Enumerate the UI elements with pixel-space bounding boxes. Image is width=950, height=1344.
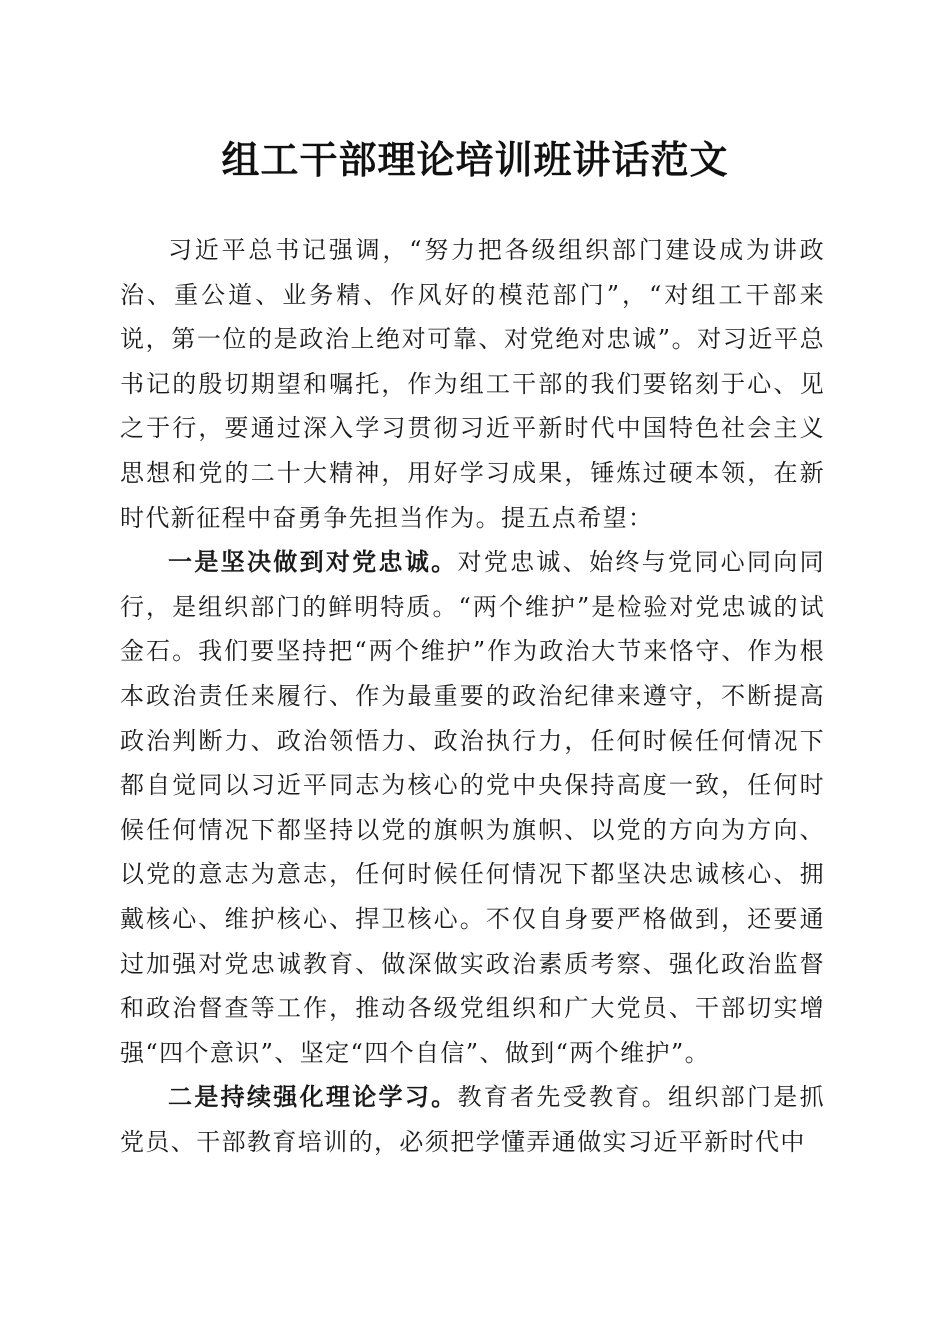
document-title: 组工干部理论培训班讲话范文	[221, 137, 729, 182]
paragraph-text: 对党忠诚、始终与党同心同向同行，是组织部门的鲜明特质。“两个维护”是检验对党忠诚的试金石。我们要坚持把“两个维护”作为政治大节来恪守、作为根本政治责任来履行、作为最重要的政治纪律来遵守，不断提高政治判断力、政治领悟力、政治执行力，任何时候任何情况下都自觉同以习近平同志为核心的党中央保持高度一致，任何时候任何情况下都坚持以党的旗帜为旗帜、以党的方向为方向、以党的意志为意志，任何时候任何情况下都坚决忠诚核心、拥戴核心、维护核心、捍卫核心。不仅自身要严格做到，还要通过加强对党忠诚教育、做深做实政治素质考察、强化政治监督和政治督查等工作，推动各级党组织和广大党员、干部切实增强“四个意识”、坚定“四个自信”、做到“两个维护”。	[120, 548, 825, 1067]
paragraph-lead: 二是持续强化理论学习。	[168, 1082, 458, 1112]
paragraph-intro	[120, 228, 825, 540]
paragraph-point-one	[120, 540, 825, 1075]
paragraph-point-two	[120, 1075, 825, 1164]
paragraph-lead: 一是坚决做到对党忠诚。	[168, 547, 458, 577]
paragraph-text: 习近平总书记强调，“努力把各级组织部门建设成为讲政治、重公道、业务精、作风好的模范部门”，“对组工干部来说，第一位的是政治上绝对可靠、对党绝对忠诚”。对习近平总书记的殷切期望和嘱托，作为组工干部的我们要铭刻于心、见之于行，要通过深入学习贯彻习近平新时代中国特色社会主义思想和党的二十大精神，用好学习成果，锤炼过硬本领，在新时代新征程中奋勇争先担当作为。提五点希望：	[120, 236, 825, 532]
paragraph-text: 教育者先受教育。组织部门是抓党员、干部教育培训的，必须把学懂弄通做实习近平新时代中	[120, 1083, 825, 1156]
document-body	[120, 228, 825, 1164]
